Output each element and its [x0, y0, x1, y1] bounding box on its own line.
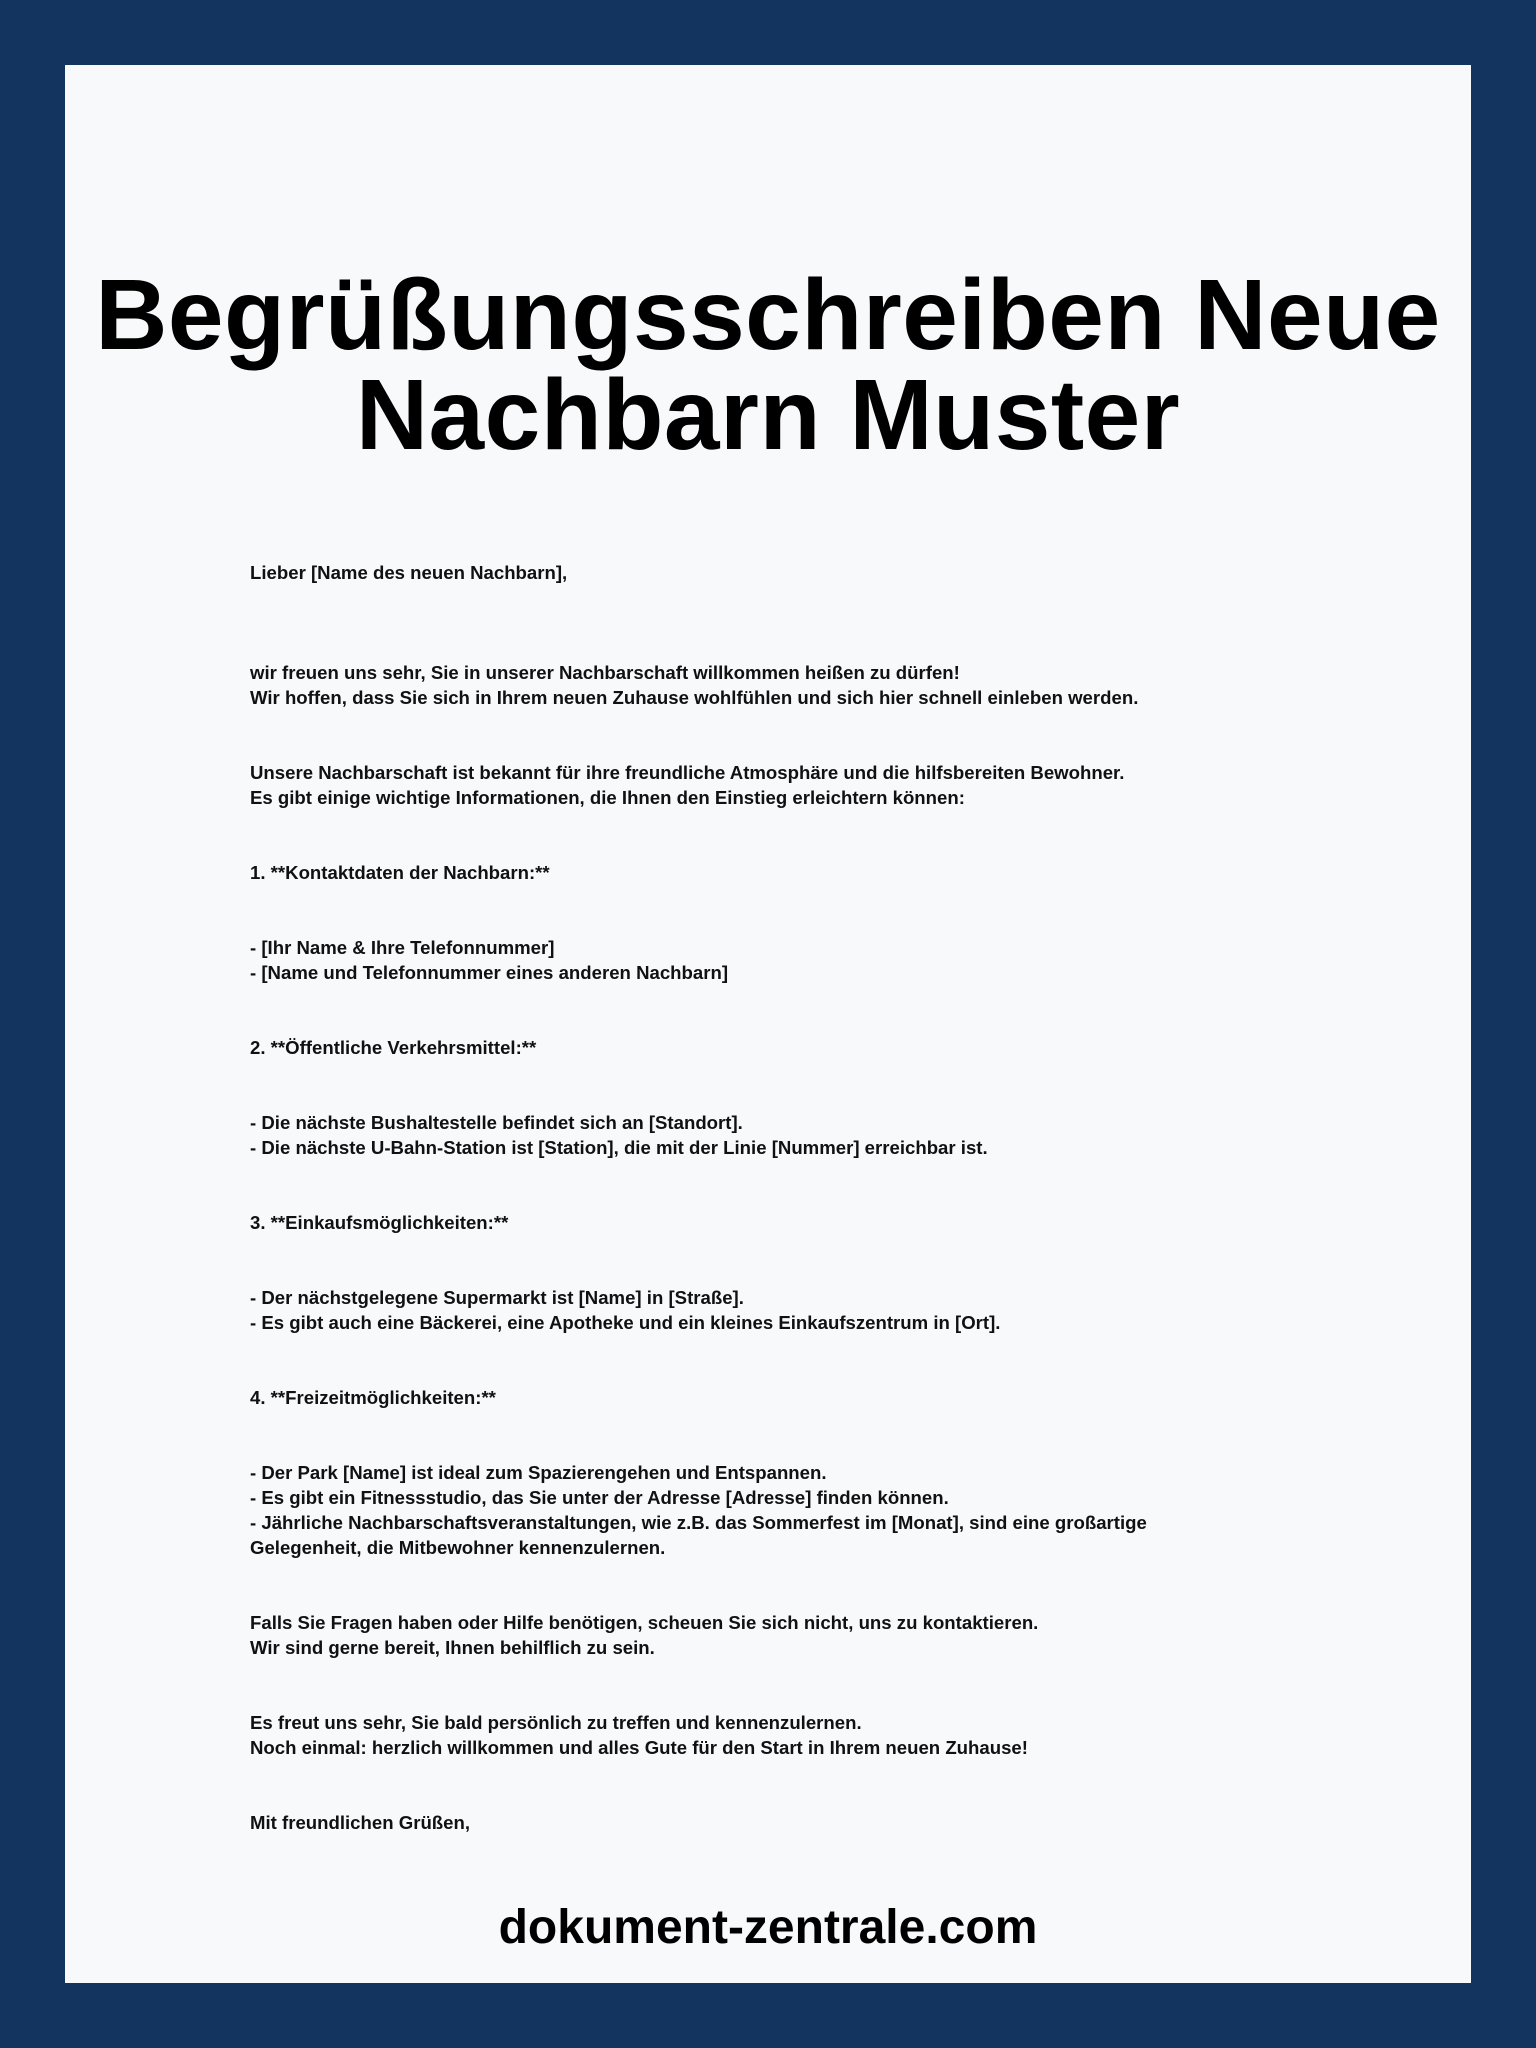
section-items-contacts: - [Ihr Name & Ihre Telefonnummer] - [Name und Telefonnummer eines anderen Nachbarn]	[250, 937, 729, 983]
letter-closing: Es freut uns sehr, Sie bald persönlich zu treffen und kennenzulernen. Noch einmal: herzlich willkommen und alles Gute für den Start in Ihrem neuen Zuhause!	[250, 1712, 1028, 1758]
section-heading-leisure: 4. **Freizeitmöglichkeiten:**	[250, 1387, 496, 1408]
section-heading-shopping: 3. **Einkaufsmöglichkeiten:**	[250, 1212, 509, 1233]
document-sheet	[65, 65, 1471, 1983]
page-title-line-2: Nachbarn Muster	[355, 359, 1181, 471]
footer-website: dokument-zentrale.com	[498, 1901, 1038, 1954]
letter-signoff: Mit freundlichen Grüßen,	[250, 1812, 471, 1833]
section-items-transport: - Die nächste Bushaltestelle befindet sich an [Standort]. - Die nächste U-Bahn-Station ist [Station], die mit der Linie [Nummer] erreichbar ist.	[250, 1112, 988, 1158]
letter-neighborhood: Unsere Nachbarschaft ist bekannt für ihre freundliche Atmosphäre und die hilfsbereiten Bewohner. Es gibt einige wichtige Informationen, die Ihnen den Einstieg erleichtern können:	[250, 762, 1125, 808]
page-title	[65, 259, 1471, 471]
letter-salutation: Lieber [Name des neuen Nachbarn],	[250, 562, 568, 583]
section-heading-contacts: 1. **Kontaktdaten der Nachbarn:**	[250, 862, 550, 883]
section-items-leisure: - Der Park [Name] ist ideal zum Spazierengehen und Entspannen. - Es gibt ein Fitnessstudio, das Sie unter der Adresse [Adresse] finden können. - Jährliche Nachbarschaftsveranstaltungen, wie z.B. das Sommerfest im [Monat], sind eine großartige Gelegenheit, die Mitbewohner kennenzulernen.	[250, 1462, 1147, 1558]
page-title-line-1: Begrüßungsschreiben Neue	[95, 259, 1441, 371]
letter-body	[250, 560, 1310, 1835]
section-heading-transport: 2. **Öffentliche Verkehrsmittel:**	[250, 1037, 537, 1058]
letter-questions: Falls Sie Fragen haben oder Hilfe benötigen, scheuen Sie sich nicht, uns zu kontaktieren. Wir sind gerne bereit, Ihnen behilflich zu sein.	[250, 1612, 1039, 1658]
section-items-shopping: - Der nächstgelegene Supermarkt ist [Name] in [Straße]. - Es gibt auch eine Bäckerei, eine Apotheke und ein kleines Einkaufszentrum in [Ort].	[250, 1287, 1001, 1333]
letter-intro: wir freuen uns sehr, Sie in unserer Nachbarschaft willkommen heißen zu dürfen! Wir hoffen, dass Sie sich in Ihrem neuen Zuhause wohlfühlen und sich hier schnell einleben werden.	[250, 662, 1139, 708]
